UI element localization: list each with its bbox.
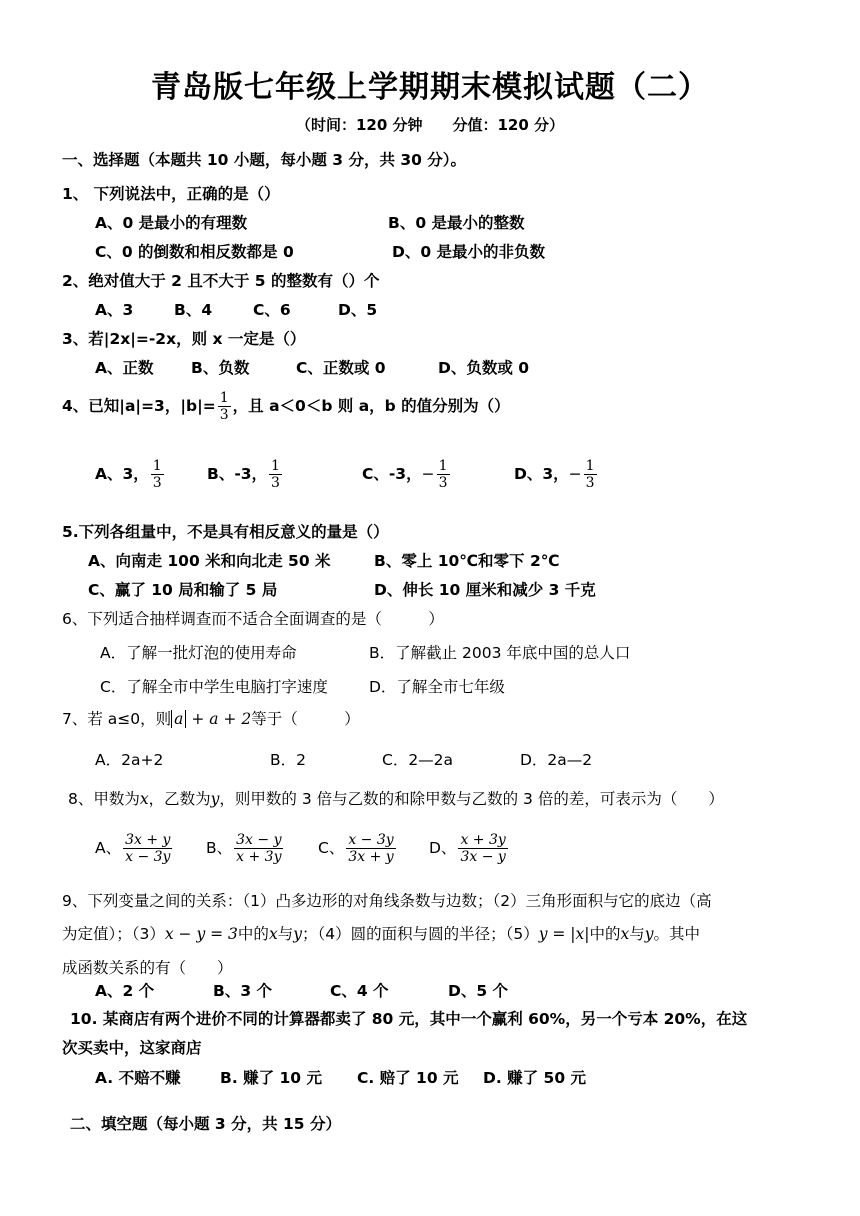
- q9-option-a: A、2 个: [95, 982, 155, 1000]
- q6-option-b: B．了解截止 2003 年底中国的总人口: [369, 644, 631, 662]
- q10-option-d: D. 赚了 50 元: [483, 1069, 587, 1087]
- q2-option-a: A、3: [95, 301, 134, 319]
- q4-option-b: B、-3， $\frac{1}{3}$: [207, 458, 280, 492]
- q4-fraction: $\frac{1}{3}$: [219, 390, 229, 424]
- q1-option-b: B、0 是最小的整数: [388, 214, 525, 232]
- q3-stem: 3、若|2x|=-2x，则 x 一定是（）: [62, 330, 306, 348]
- q9-option-d: D、5 个: [448, 982, 509, 1000]
- q1-option-a: A、0 是最小的有理数: [95, 214, 248, 232]
- q8-stem: 8、甲数为x，乙数为y，则甲数的 3 倍与乙数的和除甲数与乙数的 3 倍的差，可表示为（ ）: [68, 790, 724, 808]
- q6-option-a: A．了解一批灯泡的使用寿命: [100, 644, 297, 662]
- q5-stem: 5.下列各组量中，不是具有相反意义的量是（）: [62, 523, 389, 541]
- q3-option-b: B、负数: [191, 359, 250, 377]
- section-1-heading: 一、选择题（本题共 10 小题，每小题 3 分，共 30 分）。: [62, 151, 467, 169]
- q2-option-c: C、6: [253, 301, 291, 319]
- q4-stem: [62, 390, 510, 423]
- q8-option-c: C、 $\frac{x - 3y}{3x + y}$: [318, 832, 394, 866]
- q3-option-c: C、正数或 0: [296, 359, 386, 377]
- q7-option-b: B．2: [270, 751, 306, 769]
- q10-option-c: C. 赔了 10 元: [357, 1069, 459, 1087]
- q10-line-1: 10. 某商店有两个进价不同的计算器都卖了 80 元，其中一个赢利 60%，另一个亏本 20%，在这: [70, 1010, 748, 1028]
- q3-option-d: D、负数或 0: [438, 359, 530, 377]
- q8-option-b: B、 $\frac{3x - y}{x + 3y}$: [206, 832, 282, 866]
- q6-stem: 6、下列适合抽样调查而不适合全面调查的是（ ）: [62, 610, 444, 628]
- exam-info: （时间：120 分钟 分值：120 分）: [295, 116, 565, 134]
- q9-line-3: 成函数关系的有（ ）: [62, 959, 233, 977]
- q4-option-a: A、3， $\frac{1}{3}$: [95, 458, 162, 492]
- q7-stem: 7、若 a≤0，则 a + a + 2等于（ ）: [62, 710, 360, 728]
- page-title: 青岛版七年级上学期期末模拟试题（二）: [151, 70, 709, 105]
- q2-option-b: B、4: [174, 301, 213, 319]
- q2-option-d: D、5: [338, 301, 378, 319]
- q4-stem-post: ，且 a＜0＜b 则 a，b 的值分别为（）: [232, 397, 510, 416]
- q9-option-b: B、3 个: [213, 982, 272, 1000]
- q7-option-d: D．2a—2: [520, 751, 593, 769]
- q9-line-1: 9、下列变量之间的关系：（1）凸多边形的对角线条数与边数；（2）三角形面积与它的底边（高: [62, 892, 712, 910]
- q8-option-a: A、 $\frac{3x + y}{x - 3y}$: [95, 832, 171, 866]
- q4-option-d: D、3，− $\frac{1}{3}$: [514, 458, 595, 492]
- q9-line-2: 为定值）；（3）x − y = 3中的x与y；（4）圆的面积与圆的半径；（5）y = |x|中的x与y。其中: [62, 925, 701, 943]
- q5-option-a: A、向南走 100 米和向北走 50 米: [88, 552, 331, 570]
- q1-option-c: C、0 的倒数和相反数都是 0: [95, 243, 294, 261]
- q5-option-c: C、赢了 10 局和输了 5 局: [88, 581, 278, 599]
- q10-line-2: 次买卖中，这家商店: [62, 1039, 202, 1057]
- q2-stem: 2、绝对值大于 2 且不大于 5 的整数有（）个: [62, 272, 380, 290]
- q5-option-b: B、零上 10℃和零下 2℃: [374, 552, 560, 570]
- q10-option-b: B. 赚了 10 元: [220, 1069, 322, 1087]
- q7-option-c: C．2—2a: [382, 751, 454, 769]
- q6-option-d: D．了解全市七年级: [369, 678, 505, 696]
- q1-stem: 1、 下列说法中，正确的是（）: [62, 185, 280, 203]
- q4-stem-pre: 4、已知|a|=3，|b|=: [62, 397, 216, 416]
- q1-option-d: D、0 是最小的非负数: [392, 243, 546, 261]
- q9-option-c: C、4 个: [330, 982, 389, 1000]
- q3-option-a: A、正数: [95, 359, 154, 377]
- q10-option-a: A. 不赔不赚: [95, 1069, 181, 1087]
- section-2-heading: 二、填空题（每小题 3 分，共 15 分）: [70, 1115, 341, 1133]
- q6-option-c: C．了解全市中学生电脑打字速度: [100, 678, 328, 696]
- q7-option-a: A．2a+2: [95, 751, 164, 769]
- q8-option-d: D、 $\frac{x + 3y}{3x - y}$: [429, 832, 506, 866]
- q4-option-c: C、-3，− $\frac{1}{3}$: [362, 458, 448, 492]
- q5-option-d: D、伸长 10 厘米和减少 3 千克: [374, 581, 596, 599]
